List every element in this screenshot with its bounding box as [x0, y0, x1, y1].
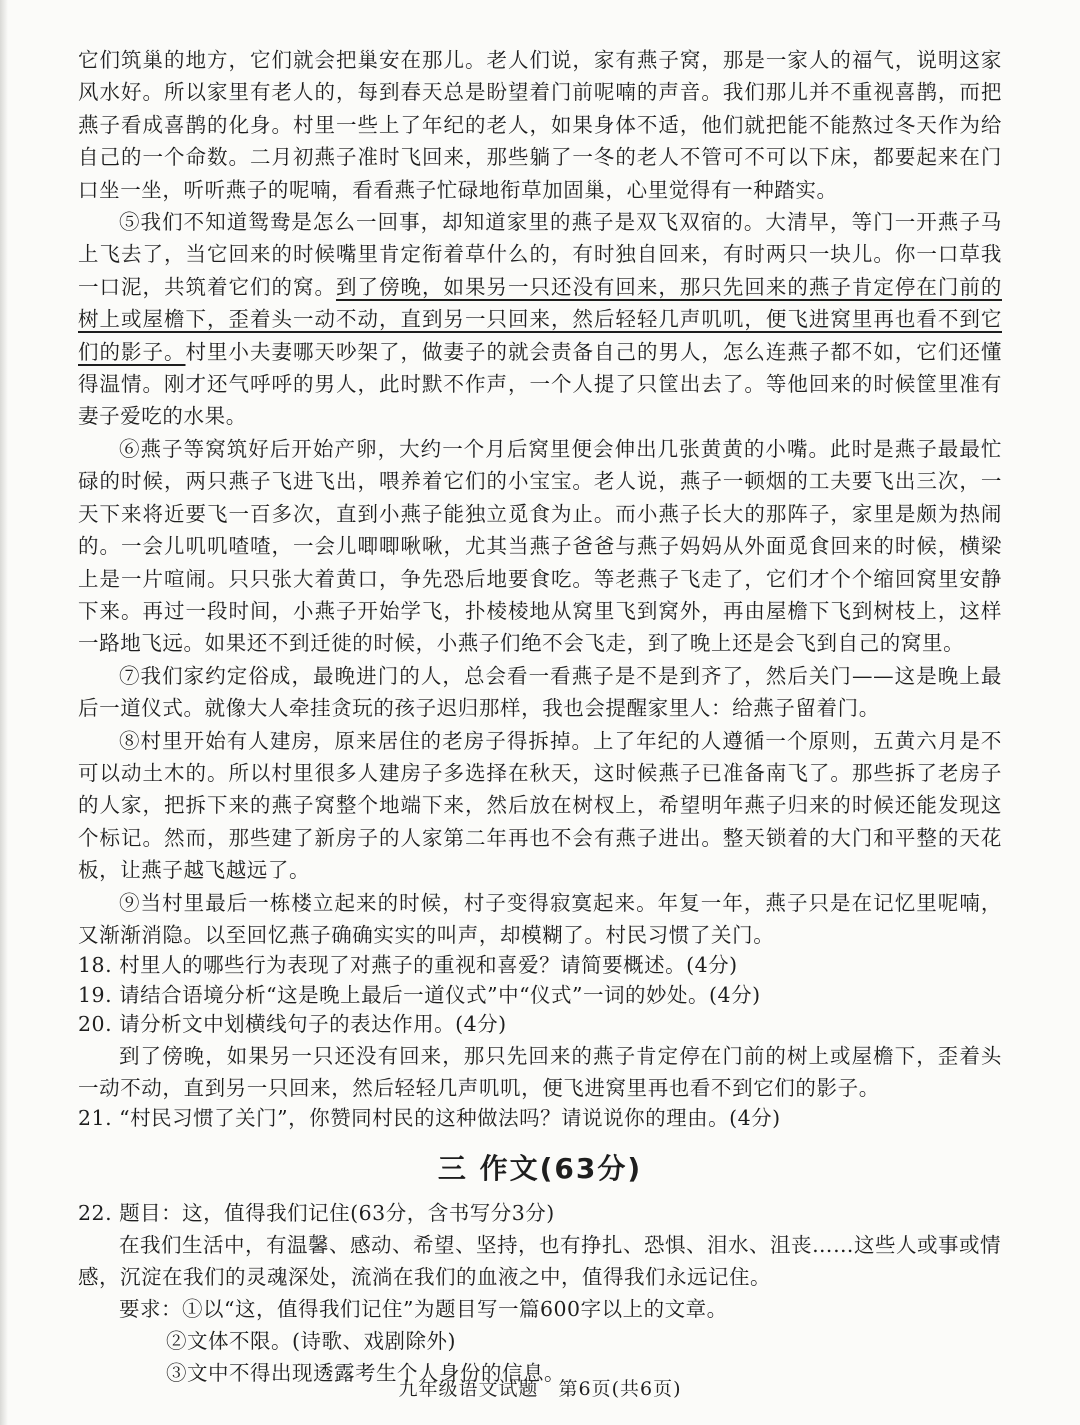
article-paragraph-8: ⑧村里开始有人建房，原来居住的老房子得拆掉。上了年纪的人遵循一个原则，五黄六月是不可以动土木的。所以村里很多人建房子多选择在秋天，这时候燕子已准备南飞了。那些拆了老房子的人家，把拆下来的燕子窝整个地端下来，然后放在树杈上，希望明年燕子归来的时候还能发现这个标记。然而，那些建了新房子的人家第二年再也不会有燕子进出。整天锁着的大门和平整的天花板，让燕子越飞越远了。 [78, 728, 1002, 883]
question-19: 19. 请结合语境分析“这是晚上最后一道仪式”中“仪式”一词的妙处。(4分) [78, 982, 761, 1007]
underlined-sentence: 到了傍晚，如果另一只还没有回来，那只先回来的燕子肯定停在门前的树上或屋檐下，歪着头一动不动，直到另一只回来，然后轻轻几声叽叽，便飞进窝里再也看不到它们的影子。 [78, 274, 1002, 364]
question-21: 21. “村民习惯了关门”，你赞同村民的这种做法吗？请说说你的理由。(4分) [78, 1105, 781, 1130]
paragraph-5-closing: 村里小夫妻哪天吵架了，做妻子的就会责备自己的男人，怎么连燕子都不如，它们还懂得温情。刚才还气呼呼的男人，此时默不作声，一个人提了只筐出去了。等他回来的时候筐里准有妻子爱吃的水果。 [78, 339, 1002, 429]
question-20-quoted-sentence: 到了傍晚，如果另一只还没有回来，那只先回来的燕子肯定停在门前的树上或屋檐下，歪着头一动不动，直到另一只回来，然后轻轻几声叽叽，便飞进窝里再也看不到它们的影子。 [78, 1043, 1002, 1100]
article-paragraph-6: ⑥燕子等窝筑好后开始产卵，大约一个月后窝里便会伸出几张黄黄的小嘴。此时是燕子最最忙碌的时候，两只燕子飞进飞出，喂养着它们的小宝宝。老人说，燕子一顿烟的工夫要飞出三次，一天下来将近要飞一百多次，直到小燕子能独立觅食为止。而小燕子长大的那阵子，家里是颇为热闹的。一会儿叽叽喳喳，一会儿唧唧啾啾，尤其当燕子爸爸与燕子妈妈从外面觅食回来的时候，横梁上是一片喧闹。只只张大着黄口，争先恐后地要食吃。等老燕子飞走了，它们才个个缩回窝里安静下来。再过一段时间，小燕子开始学飞，扑棱棱地从窝里飞到窝外，再由屋檐下飞到树枝上，这样一路地飞远。如果还不到迁徙的时候，小燕子们绝不会飞走，到了晚上还是会飞到自己的窝里。 [78, 436, 1002, 656]
essay-requirement-1: 要求：①以“这，值得我们记住”为题目写一篇600字以上的文章。 [119, 1297, 728, 1322]
paragraph-5-opening: ⑤我们不知道鸳鸯是怎么一回事，却知道家里的燕子是双飞双宿的。大清早，等门一开燕子马上飞去了，当它回来的时候嘴里肯定衔着草什么的，有时独自回来，有时两只一块儿。你一口草我一口泥，共筑着它们的窝。 [78, 210, 1002, 299]
section-title-essay: 三 作文(63分) [437, 1152, 643, 1186]
question-22-title: 22. 题目：这，值得我们记住(63分，含书写分3分) [78, 1201, 555, 1226]
essay-requirement-3: ③文中不得出现透露考生个人身份的信息。 [166, 1361, 565, 1386]
article-paragraph-4-continued: 它们筑巢的地方，它们就会把巢安在那儿。老人们说，家有燕子窝，那是一家人的福气，说明这家风水好。所以家里有老人的，每到春天总是盼望着门前呢喃的声音。我们那儿并不重视喜鹊，而把燕子看成喜鹊的化身。村里一些上了年纪的老人，如果身体不适，他们就把能不能熬过冬天作为给自己的一个命数。二月初燕子准时飞回来，那些躺了一冬的老人不管可不可以下床，都要起来在门口坐一坐，听听燕子的呢喃，看看燕子忙碌地衔草加固巢，心里觉得有一种踏实。 [78, 48, 1002, 202]
article-paragraph-7: ⑦我们家约定俗成，最晚进门的人，总会看一看燕子是不是到齐了，然后关门——这是晚上最后一道仪式。就像大人牵挂贪玩的孩子迟归那样，我也会提醒家里人：给燕子留着门。 [78, 663, 1002, 721]
scan-edge-shadow [0, 0, 8, 1425]
question-18: 18. 村里人的哪些行为表现了对燕子的重视和喜爱？请简要概述。(4分) [78, 953, 738, 978]
content-area [78, 44, 1002, 1389]
page-footer: 九年级语文试题 第6页(共6页) [398, 1378, 682, 1400]
essay-requirement-2: ②文体不限。(诗歌、戏剧除外) [166, 1329, 456, 1354]
essay-prompt: 在我们生活中，有温馨、感动、希望、坚持，也有挣扎、恐惧、泪水、沮丧……这些人或事或情感，沉淀在我们的灵魂深处，流淌在我们的血液之中，值得我们永远记住。 [78, 1233, 1001, 1290]
article-paragraph-5 [78, 206, 1002, 433]
article-paragraph-9: ⑨当村里最后一栋楼立起来的时候，村子变得寂寞起来。年复一年，燕子只是在记忆里呢喃，又渐渐消隐。以至回忆燕子确确实实的叫声，却模糊了。村民习惯了关门。 [78, 890, 1002, 947]
question-20: 20. 请分析文中划横线句子的表达作用。(4分) [78, 1012, 507, 1037]
